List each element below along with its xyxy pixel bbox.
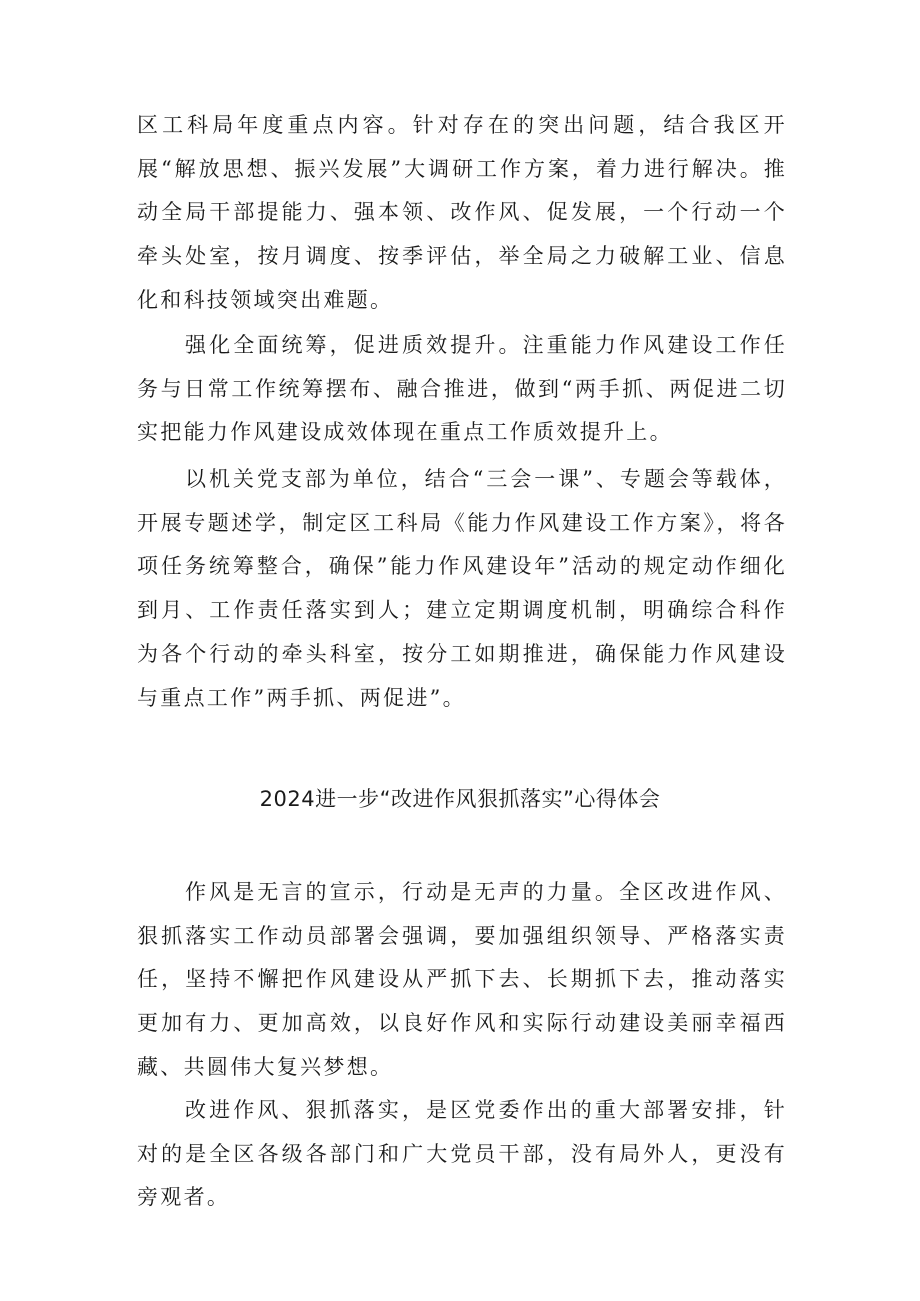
paragraph-deployment: 改进作风、狠抓落实，是区党委作出的重大部署安排，针对的是全区各级各部门和广大党员干部，没有局外人，更没有旁观者。 bbox=[137, 1098, 787, 1210]
section-title: 2024进一步“改进作风狠抓落实”心得体会 bbox=[259, 787, 661, 811]
paragraph-strengthen-coordination: 强化全面统筹，促进质效提升。注重能力作风建设工作任务与日常工作统筹摆布、融合推进，做到“两手抓、两促进二切实把能力作风建设成效体现在重点工作质效提升上。 bbox=[137, 333, 787, 445]
paragraph-party-branch: 以机关党支部为单位，结合“三会一课”、专题会等载体，开展专题述学，制定区工科局《能力作风建设工作方案》，将各项任务统筹整合，确保”能力作风建设年”活动的规定动作细化到月、工作责任落实到人；建立定期调度机制，明确综合科作为各个行动的牵头科室，按分工如期推进，确保能力作风建设与重点工作”两手抓、两促进”。 bbox=[137, 467, 787, 710]
paragraph-style-statement: 作风是无言的宣示，行动是无声的力量。全区改进作风、狠抓落实工作动员部署会强调，要加强组织领导、严格落实责任，坚持不懈把作风建设从严抓下去、长期抓下去，推动落实更加有力、更加高效，以良好作风和实际行动建设美丽幸福西藏、共圆伟大复兴梦想。 bbox=[137, 880, 787, 1079]
paragraph-continuation: 区工科局年度重点内容。针对存在的突出问题，结合我区开展“解放思想、振兴发展”大调研工作方案，着力进行解决。推动全局干部提能力、强本领、改作风、促发展，一个行动一个牵头处室，按月调度、按季评估，举全局之力破解工业、信息化和科技领域突出难题。 bbox=[137, 113, 787, 312]
